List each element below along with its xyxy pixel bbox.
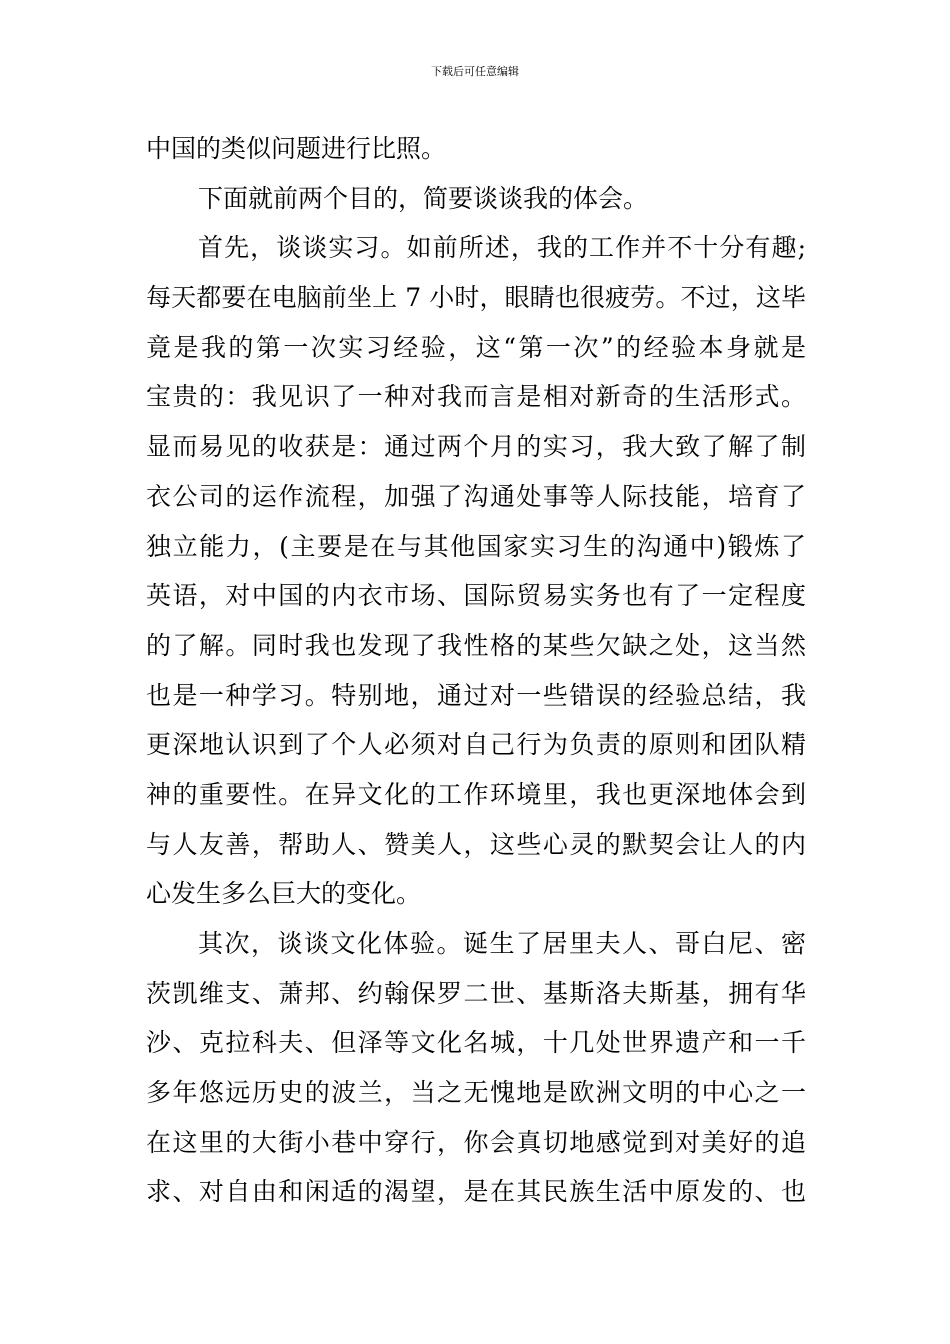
text-line: 神的重要性。在异文化的工作环境里，我也更深地体会到 xyxy=(146,779,806,809)
text-line: 衣公司的运作流程，加强了沟通处事等人际技能，培育了 xyxy=(146,481,806,511)
text-line: 与人友善，帮助人、赞美人，这些心灵的默契会让人的内 xyxy=(146,829,806,859)
body-text xyxy=(146,124,806,1217)
text-line: 的了解。同时我也发现了我性格的某些欠缺之处，这当然 xyxy=(146,630,806,660)
text-line: 每天都要在电脑前坐上 7 小时，眼睛也很疲劳。不过，这毕 xyxy=(146,283,806,313)
text-line: 中国的类似问题进行比照。 xyxy=(146,134,447,163)
text-line: 茨凯维支、萧邦、约翰保罗二世、基斯洛夫斯基，拥有华 xyxy=(146,978,806,1008)
text-line: 独立能力，(主要是在与其他国家实习生的沟通中)锻炼了 xyxy=(146,531,806,561)
text-line: 多年悠远历史的波兰，当之无愧地是欧洲文明的中心之一 xyxy=(146,1078,806,1108)
text-line: 下面就前两个目的，简要谈谈我的体会。 xyxy=(198,183,649,213)
text-line: 心发生多么巨大的变化。 xyxy=(146,879,422,909)
text-line: 宝贵的：我见识了一种对我而言是相对新奇的生活形式。 xyxy=(146,382,806,412)
text-line: 在这里的大街小巷中穿行，你会真切地感觉到对美好的追 xyxy=(146,1127,806,1157)
text-line: 首先，谈谈实习。如前所述，我的工作并不十分有趣; xyxy=(198,233,806,263)
text-line: 更深地认识到了个人必须对自己行为负责的原则和团队精 xyxy=(146,730,806,760)
text-line: 其次，谈谈文化体验。诞生了居里夫人、哥白尼、密 xyxy=(198,929,806,958)
text-line: 显而易见的收获是：通过两个月的实习，我大致了解了制 xyxy=(146,432,806,462)
page-header: 下载后可任意编辑 xyxy=(431,65,519,78)
text-line: 沙、克拉科夫、但泽等文化名城，十几处世界遗产和一千 xyxy=(146,1028,806,1058)
text-line: 求、对自由和闲适的渴望，是在其民族生活中原发的、也 xyxy=(146,1177,806,1207)
text-line: 也是一种学习。特别地，通过对一些错误的经验总结，我 xyxy=(146,680,806,710)
text-line: 竟是我的第一次实习经验，这“第一次”的经验本身就是 xyxy=(146,332,806,362)
text-line: 英语，对中国的内衣市场、国际贸易实务也有了一定程度 xyxy=(146,581,806,611)
